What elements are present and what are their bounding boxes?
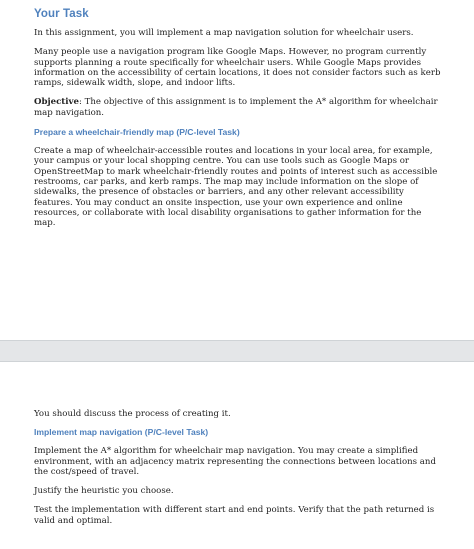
- map-task-paragraph: Create a map of wheelchair-accessible routes and locations in your local area, for example, your campus or your local shopping centre. You can use tools such as Google Maps or OpenStreetMap to mark wheelchair-friendly routes and points of interest such as accessible restrooms, car parks, and kerb ramps. The map may include information on the slope of sidewalks, the presence of obstacles or barriers, and any other relevant accessibility features. You may conduct an onsite inspection, use your own experience and online resources, or collaborate with local disability organisations to gather information for the map.: [34, 146, 438, 229]
- navigation-task-paragraph: Implement the A* algorithm for wheelchair map navigation. You may create a simplified environment, with an adjacency matrix representing the connections between locations and the cost/speed of travel.: [34, 446, 436, 477]
- page-1-content: [34, 8, 444, 237]
- context-paragraph: Many people use a navigation program like Google Maps. However, no program currently supports planning a route specifically for wheelchair users. While Google Maps provides information on the accessibility of certain locations, it does not consider factors such as kerb ramps, sidewalk width, slope, and indoor lifts.: [34, 47, 441, 89]
- objective-paragraph: [34, 97, 444, 118]
- objective-label: Objective: [34, 97, 79, 108]
- task-title: Your Task: [34, 8, 89, 20]
- objective-text: : The objective of this assignment is to implement the A* algorithm for wheelchair map navigation.: [34, 97, 438, 118]
- test-paragraph: Test the implementation with different start and end points. Verify that the path returned is valid and optimal.: [34, 505, 435, 526]
- section-heading-navigation: Implement map navigation (P/C-level Task): [34, 427, 209, 438]
- intro-paragraph: In this assignment, you will implement a map navigation solution for wheelchair users.: [34, 28, 414, 38]
- page-2-content: [34, 409, 444, 535]
- section-heading-map: Prepare a wheelchair-friendly map (P/C-level Task): [34, 127, 240, 138]
- heuristic-paragraph: Justify the heuristic you choose.: [34, 486, 174, 497]
- page-break-gap: [0, 340, 474, 362]
- document-page-2: [0, 362, 474, 549]
- discuss-paragraph: You should discuss the process of creating it.: [34, 409, 231, 419]
